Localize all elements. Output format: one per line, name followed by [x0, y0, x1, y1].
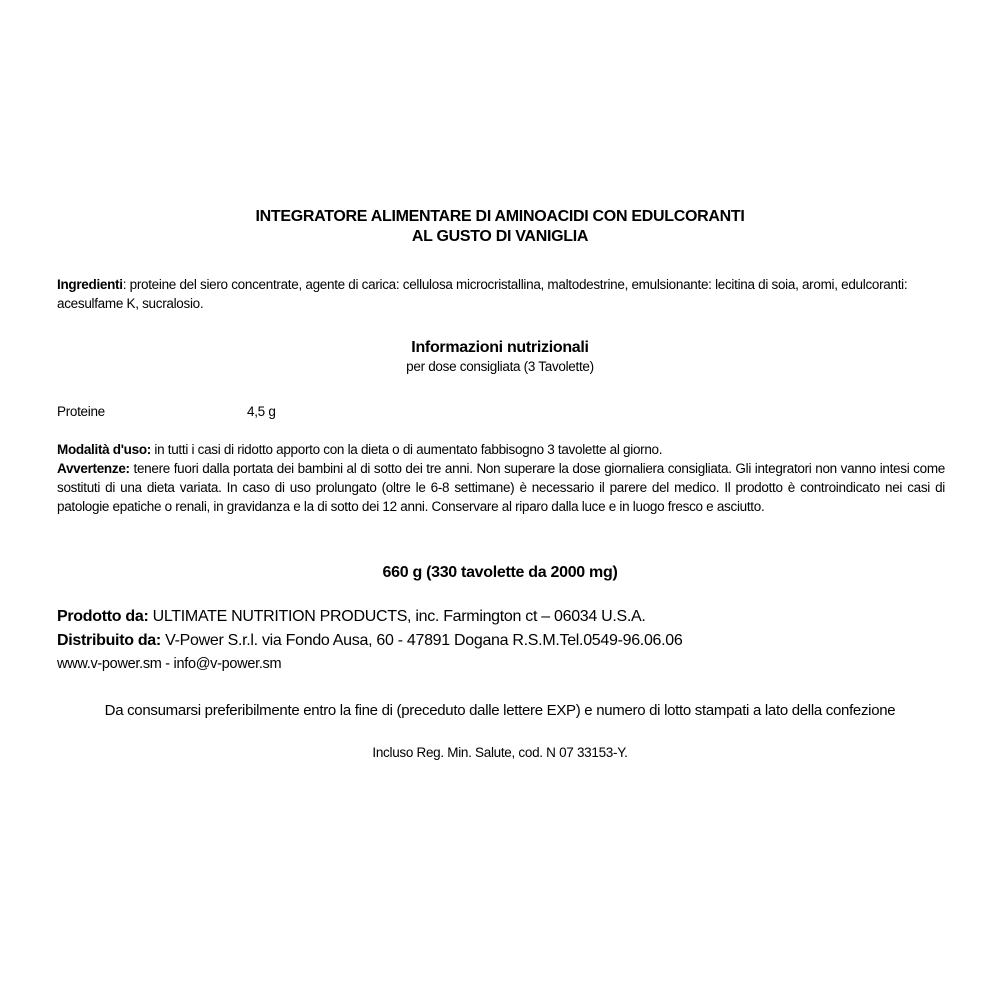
distributor-text: V-Power S.r.l. via Fondo Ausa, 60 - 47891 Dogana R.S.M.Tel.0549-96.06.06 [160, 632, 683, 649]
usage-text: in tutti i casi di ridotto apporto con la dieta o di aumentato fabbisogno 3 tavolette al giorno. [150, 442, 663, 457]
product-title-line1: INTEGRATORE ALIMENTARE DI AMINOACIDI CON EDULCORANTI [255, 208, 745, 225]
nutrient-value: 4,5 g [247, 404, 276, 419]
ingredients-text: : proteine del siero concentrate, agente di carica: cellulosa microcristallina, maltodestrine, emulsionante: lecitina di soia, aromi, edulcoranti: acesulfame K, sucralosio. [57, 277, 908, 311]
producer-text: ULTIMATE NUTRITION PRODUCTS, inc. Farmington ct – 06034 U.S.A. [148, 608, 646, 625]
nutrition-subheading: per dose consigliata (3 Tavolette) [406, 359, 594, 374]
product-title-line2: AL GUSTO DI VANIGLIA [411, 228, 589, 245]
web-contact: www.v-power.sm - info@v-power.sm [57, 656, 282, 672]
ingredients-label: Ingredienti [57, 277, 123, 292]
expiry-note: Da consumarsi preferibilmente entro la fine di (preceduto dalle lettere EXP) e numero di lotto stampati a lato della confezione [104, 702, 896, 719]
warnings-label: Avvertenze: [57, 461, 130, 476]
product-title [150, 207, 850, 247]
warnings-paragraph [57, 459, 945, 516]
distributor-label: Distribuito da: [57, 632, 161, 649]
producer-label: Prodotto da: [57, 608, 149, 625]
company-info [57, 605, 957, 675]
registration-note: Incluso Reg. Min. Salute, cod. N 07 33153-Y. [372, 745, 628, 760]
net-weight: 660 g (330 tavolette da 2000 mg) [382, 564, 618, 581]
nutrition-header [250, 338, 750, 376]
nutrition-heading: Informazioni nutrizionali [411, 339, 589, 356]
nutrient-name: Proteine [57, 404, 105, 419]
usage-paragraph [57, 440, 937, 459]
nutrition-row [57, 402, 457, 421]
ingredients-paragraph [57, 275, 927, 313]
usage-label: Modalità d'uso: [57, 442, 151, 457]
warnings-text: tenere fuori dalla portata dei bambini al di sotto dei tre anni. Non superare la dose giornaliera consigliata. Gli integratori non vanno intesi come sostituti di una dieta variata. In caso di uso prolungato (oltre le 6-8 settimane) è necessario il parere del medico. Il prodotto è controindicato nei casi di patologie epatiche o renali, in gravidanza e la di sotto dei 12 anni. Conservare al riparo dalla luce e in luogo fresco e asciutto. [57, 461, 945, 514]
distributor-line [57, 629, 957, 653]
producer-line [57, 605, 957, 629]
